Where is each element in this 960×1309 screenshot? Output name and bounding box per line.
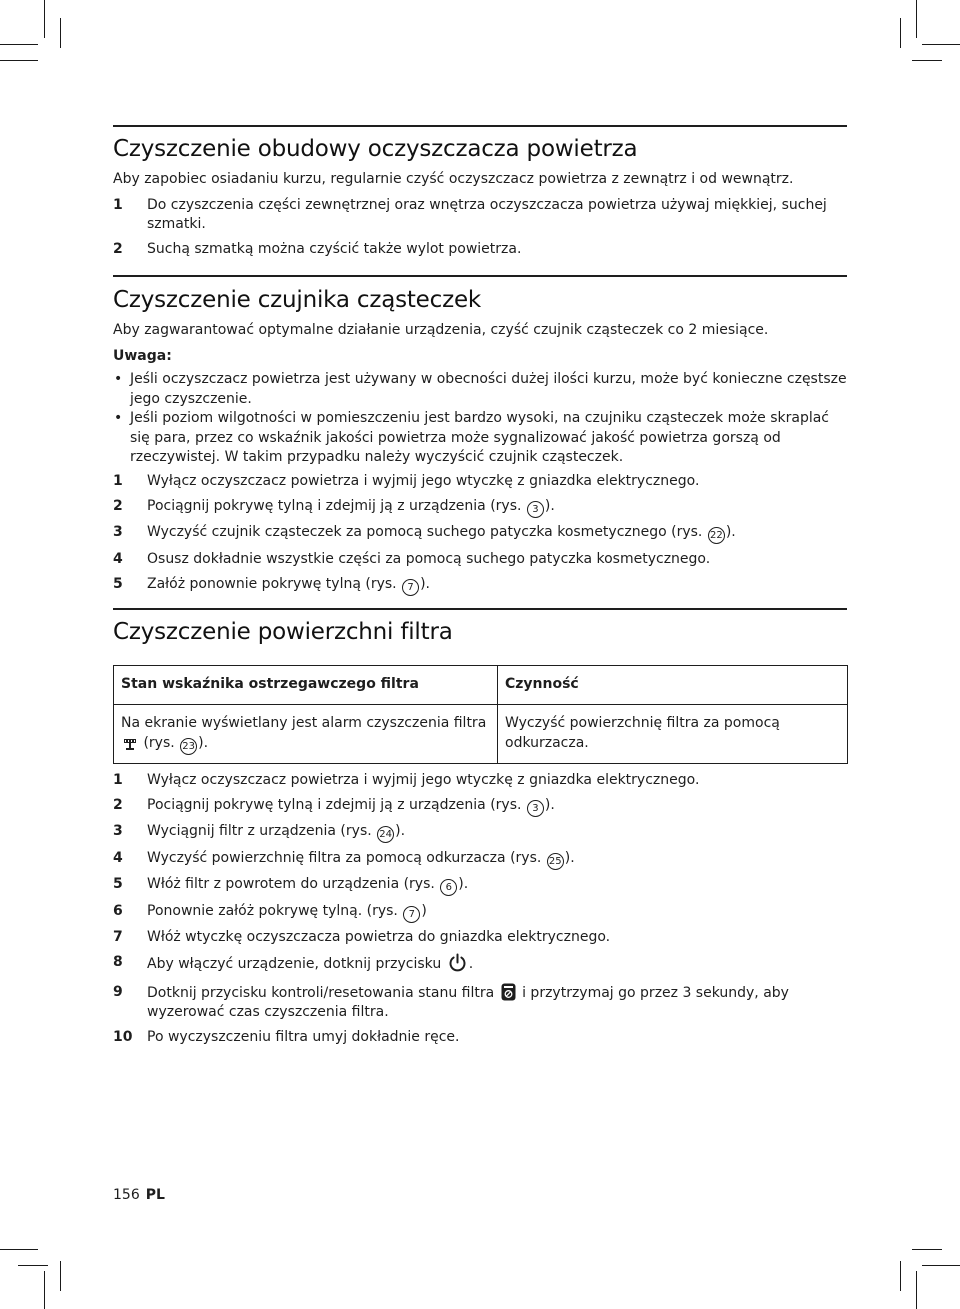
step-text: Po wyczyszczeniu filtra umyj dokładnie ręce. [147,1029,460,1045]
step-number: 2 [113,796,123,813]
step-item [113,822,847,843]
filter-clean-icon [123,738,137,751]
note-text: Jeśli poziom wilgotności w pomieszczeniu jest bardzo wysoki, na czujniku cząsteczek może skraplać się para, przez co wskaźnik jakości powietrza może sygnalizować jakość powietrza gorszą od rzeczywistej. W takim przypadku należy wyczyścić czujnik cząsteczek. [130,410,830,465]
figure-ref: 25 [547,853,564,870]
step-item [113,472,847,492]
step-text: Pociągnij pokrywę tylną i zdejmij ją z urządzenia (rys. [147,497,526,514]
filter-steps [113,771,847,1048]
crop-mark [916,1271,917,1309]
step-text: Włóż wtyczkę oczyszczacza powietrza do gniazdka elektrycznego. [147,929,611,945]
crop-mark [0,44,38,45]
language-code: PL [145,1187,165,1203]
step-item [113,497,847,518]
step-text-end: ). [544,796,555,813]
section-sensor-cleaning [113,275,847,601]
step-number: 1 [113,196,123,213]
crop-mark [0,60,38,61]
figure-ref: 7 [403,906,420,923]
figure-ref: 6 [440,879,457,896]
step-number: 6 [113,902,123,919]
figure-ref: 22 [708,527,725,544]
step-number: 4 [113,849,123,866]
step-item [113,240,847,260]
step-number: 2 [113,241,123,257]
table-header: Czynność [498,666,848,705]
section-divider [113,275,847,277]
status-text-end: ). [198,734,209,751]
step-text: Do czyszczenia części zewnętrznej oraz wnętrza oczyszczacza powietrza używaj miękkiej, suchej szmatki. [147,196,827,232]
status-text: Na ekranie wyświetlany jest alarm czyszczenia filtra [121,715,487,731]
section-housing-cleaning [113,125,847,265]
note-item [113,409,847,468]
step-text: Załóż ponownie pokrywę tylną (rys. [147,575,402,592]
figure-ref: 23 [180,738,197,755]
section-title: Czyszczenie czujnika cząsteczek [113,287,482,313]
status-text-ref: (rys. [139,734,180,751]
page-footer [113,1187,165,1203]
filter-indicator-table [113,665,848,764]
step-text-end: ). [564,849,575,866]
sensor-steps [113,472,847,596]
step-number: 2 [113,497,123,514]
crop-mark [900,18,901,48]
figure-ref: 7 [402,579,419,596]
step-number: 3 [113,823,123,839]
step-text: Wyczyść czujnik cząsteczek za pomocą suchego patyczka kosmetycznego (rys. [147,524,707,540]
step-text: Wyłącz oczyszczacz powietrza i wyjmij jego wtyczkę z gniazdka elektrycznego. [147,771,700,788]
section-title: Czyszczenie obudowy oczyszczacza powietrza [113,136,638,162]
step-item [113,550,847,570]
step-item [113,523,847,544]
section-title: Czyszczenie powierzchni filtra [113,619,453,645]
step-number: 5 [113,876,123,892]
step-number: 1 [113,472,123,489]
step-item [113,928,847,948]
step-text: Wyłącz oczyszczacz powietrza i wyjmij jego wtyczkę z gniazdka elektrycznego. [147,472,700,489]
step-item [113,902,847,923]
table-cell-status [114,705,498,764]
crop-mark [912,1249,942,1250]
section-intro: Aby zagwarantować optymalne działanie urządzenia, czyść czujnik cząsteczek co 2 miesiące. [113,322,769,338]
step-text-end: ). [395,823,406,839]
step-text-end: ). [544,497,555,514]
crop-mark [60,18,61,48]
step-text: Wyczyść powierzchnię filtra za pomocą odkurzacza (rys. [147,849,546,866]
step-text: Suchą szmatką można czyścić także wylot powietrza. [147,241,522,257]
section-filter-cleaning [113,608,847,1053]
crop-mark [922,44,960,45]
note-list [113,370,847,468]
step-number: 4 [113,550,123,567]
bullet-icon: • [114,371,123,387]
filter-reset-icon [501,983,516,1001]
figure-ref: 3 [527,501,544,518]
crop-mark [0,1249,38,1250]
section-divider [113,608,847,610]
step-item [113,771,847,791]
table-header: Stan wskaźnika ostrzegawczego filtra [114,666,498,705]
step-text-end: . [468,956,474,972]
step-item [113,953,847,975]
crop-mark [922,1265,960,1266]
step-item [113,1028,847,1048]
crop-mark [44,1271,45,1309]
step-text: Osusz dokładnie wszystkie części za pomocą suchego patyczka kosmetycznego. [147,550,711,567]
step-text-end: ). [725,524,736,540]
crop-mark [18,1265,48,1266]
section-intro: Aby zapobiec osiadaniu kurzu, regularnie czyść oczyszczacz powietrza z zewnątrz i od wewnątrz. [113,171,794,187]
step-item [113,196,847,235]
note-text: Jeśli oczyszczacz powietrza jest używany w obecności dużej ilości kurzu, może być konieczne częstsze jego czyszczenie. [130,371,847,407]
step-item [113,983,847,1023]
step-text-end: i przytrzymaj go przez 3 sekundy, aby wyzerować czas czyszczenia filtra. [147,984,789,1020]
step-item [113,796,847,817]
figure-ref: 24 [377,826,394,843]
step-text-end: ). [420,575,430,592]
crop-mark [60,1261,61,1291]
step-text: Pociągnij pokrywę tylną i zdejmij ją z urządzenia (rys. [147,796,526,813]
step-text: Włóż filtr z powrotem do urządzenia (rys. [147,876,440,892]
step-text: Dotknij przycisku kontroli/resetowania stanu filtra [147,984,499,1001]
step-text-end: ). [458,876,469,892]
page-number: 156 [113,1187,140,1203]
step-number: 3 [113,524,123,540]
step-text: Wyciągnij filtr z urządzenia (rys. [147,823,377,839]
crop-mark [912,60,942,61]
table-header-row [114,666,848,705]
step-text-end: ) [421,902,427,919]
step-number: 7 [113,929,123,945]
crop-mark [900,1261,901,1291]
table-cell-action: Wyczyść powierzchnię filtra za pomocą odkurzacza. [498,705,848,764]
note-label: Uwaga: [113,347,172,364]
bullet-icon: • [114,410,123,426]
crop-mark [44,0,45,38]
section-divider [113,125,847,127]
figure-ref: 3 [527,800,544,817]
step-number: 1 [113,771,123,788]
step-item [113,849,847,870]
note-item [113,370,847,409]
step-item [113,575,847,596]
step-number: 8 [113,954,123,970]
step-number: 5 [113,575,123,592]
step-number: 10 [113,1029,133,1045]
step-text: Ponownie załóż pokrywę tylną. (rys. [147,902,403,919]
step-text: Aby włączyć urządzenie, dotknij przycisku [147,956,446,972]
step-item [113,875,847,896]
crop-mark [916,0,917,38]
housing-steps [113,196,847,260]
step-number: 9 [113,983,123,1000]
table-row [114,705,848,764]
power-icon [448,953,467,972]
